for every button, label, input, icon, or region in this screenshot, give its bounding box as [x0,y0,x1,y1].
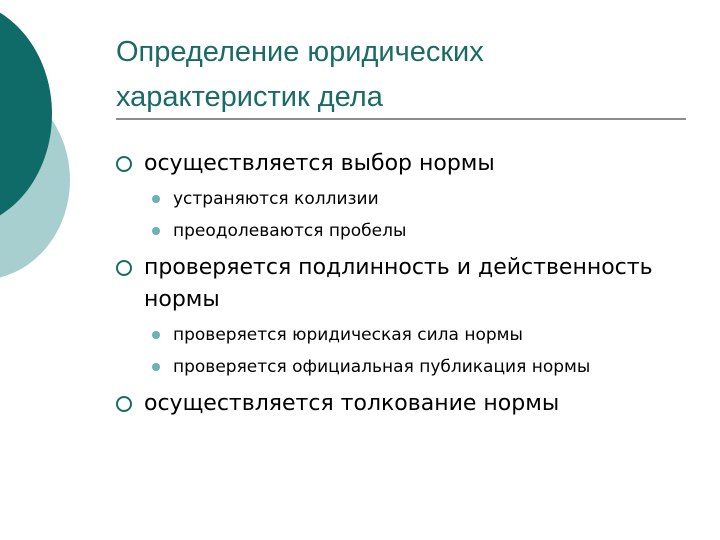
dot-bullet-icon [152,331,160,339]
bullet-text: проверяется подлинность и действенность нормы [144,255,653,312]
bullet-item-select-norm [116,148,696,180]
ring-bullet-icon [116,396,132,412]
dot-bullet-icon [152,363,160,371]
sub-bullet-text: устраняются коллизии [173,189,379,209]
sub-bullet-text: преодолеваются пробелы [173,221,407,241]
sub-bullet-item [116,356,696,378]
sub-bullet-item [116,220,696,242]
bullet-item-verify-norm [116,252,696,316]
slide-title: Определение юридических характеристик дела [116,36,484,113]
ring-bullet-icon [116,156,132,172]
dot-bullet-icon [152,227,160,235]
dot-bullet-icon [152,195,160,203]
title-divider [116,118,686,120]
bullet-text: осуществляется толкование нормы [144,391,560,416]
bullet-item-interpret-norm [116,388,696,420]
sub-bullet-item [116,188,696,210]
sub-bullet-text: проверяется официальная публикация нормы [173,357,591,377]
bullet-text: осуществляется выбор нормы [144,151,495,176]
ring-bullet-icon [116,260,132,276]
bullet-list [116,148,696,428]
sub-bullet-text: проверяется юридическая сила нормы [173,325,523,345]
sub-bullet-item [116,324,696,346]
